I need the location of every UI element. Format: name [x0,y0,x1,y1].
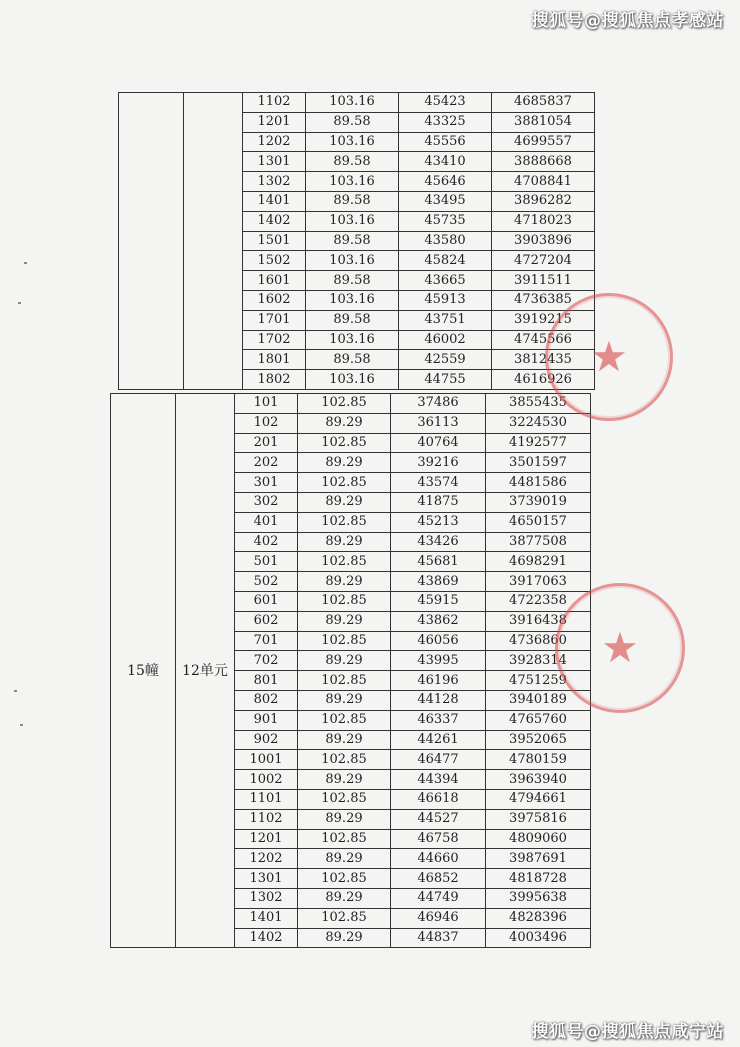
area-cell: 102.85 [298,631,391,651]
room-number-cell: 1802 [243,370,306,390]
room-number-cell: 701 [235,631,298,651]
total-price-cell: 3952065 [486,730,591,750]
area-cell: 102.85 [298,750,391,770]
unit-price-cell: 46618 [391,789,486,809]
room-number-cell: 101 [235,394,298,414]
total-price-cell: 3940189 [486,690,591,710]
unit-price-cell: 45735 [399,211,492,231]
room-number-cell: 1301 [243,152,306,172]
unit-price-cell: 45423 [399,93,492,113]
total-price-cell: 3911511 [492,271,595,291]
unit-price-cell: 45915 [391,591,486,611]
room-number-cell: 1701 [243,310,306,330]
area-cell: 103.16 [306,211,399,231]
area-cell: 89.29 [298,651,391,671]
total-price-cell: 3812435 [492,350,595,370]
area-cell: 102.85 [298,869,391,889]
area-cell: 89.29 [298,888,391,908]
unit-price-cell: 44749 [391,888,486,908]
room-number-cell: 802 [235,690,298,710]
area-cell: 89.29 [298,492,391,512]
total-price-cell: 3888668 [492,152,595,172]
area-cell: 89.29 [298,849,391,869]
watermark-top: 搜狐号@搜狐焦点孝感站 [531,11,724,31]
room-number-cell: 1202 [243,132,306,152]
unit-price-cell: 44527 [391,809,486,829]
total-price-cell: 4616926 [492,370,595,390]
room-number-cell: 1602 [243,290,306,310]
area-cell: 102.85 [298,829,391,849]
room-number-cell: 202 [235,453,298,473]
price-table-continued [118,92,595,390]
scan-speck [24,262,27,264]
total-price-cell: 4736860 [486,631,591,651]
unit-price-cell: 43862 [391,611,486,631]
total-price-cell: 4698291 [486,552,591,572]
room-number-cell: 102 [235,413,298,433]
unit-price-cell: 43665 [399,271,492,291]
area-cell: 102.85 [298,591,391,611]
total-price-cell: 4718023 [492,211,595,231]
room-number-cell: 1102 [235,809,298,829]
unit-price-cell: 43410 [399,152,492,172]
room-number-cell: 602 [235,611,298,631]
total-price-cell: 3855435 [486,394,591,414]
room-number-cell: 1101 [235,789,298,809]
unit-price-cell: 45913 [399,290,492,310]
room-number-cell: 1301 [235,869,298,889]
total-price-cell: 3975816 [486,809,591,829]
room-number-cell: 1601 [243,271,306,291]
total-price-cell: 3903896 [492,231,595,251]
area-cell: 102.85 [298,473,391,493]
room-number-cell: 1102 [243,93,306,113]
total-price-cell: 4765760 [486,710,591,730]
room-number-cell: 902 [235,730,298,750]
area-cell: 89.58 [306,152,399,172]
unit-cell-continued [184,93,243,390]
unit-price-cell: 46946 [391,908,486,928]
total-price-cell: 4192577 [486,433,591,453]
unit-price-cell: 43574 [391,473,486,493]
room-number-cell: 1201 [243,112,306,132]
unit-price-cell: 39216 [391,453,486,473]
area-cell: 89.58 [306,350,399,370]
scan-speck [18,302,21,304]
price-table-unit-12 [110,393,591,948]
unit-price-cell: 42559 [399,350,492,370]
room-number-cell: 1501 [243,231,306,251]
unit-cell: 12单元 [176,394,235,948]
area-cell: 103.16 [306,172,399,192]
unit-price-cell: 45213 [391,512,486,532]
total-price-cell: 4708841 [492,172,595,192]
area-cell: 89.58 [306,112,399,132]
area-cell: 89.29 [298,730,391,750]
total-price-cell: 3877508 [486,532,591,552]
total-price-cell: 3928314 [486,651,591,671]
room-number-cell: 1401 [243,191,306,211]
room-number-cell: 301 [235,473,298,493]
area-cell: 103.16 [306,251,399,271]
area-cell: 102.85 [298,710,391,730]
area-cell: 89.29 [298,453,391,473]
room-number-cell: 1002 [235,770,298,790]
room-number-cell: 401 [235,512,298,532]
total-price-cell: 4780159 [486,750,591,770]
unit-price-cell: 37486 [391,394,486,414]
seal-star-icon: ★ [601,623,639,672]
total-price-cell: 4685837 [492,93,595,113]
area-cell: 89.29 [298,572,391,592]
area-cell: 89.58 [306,191,399,211]
room-number-cell: 1801 [243,350,306,370]
area-cell: 89.29 [298,809,391,829]
area-cell: 89.29 [298,532,391,552]
unit-price-cell: 40764 [391,433,486,453]
unit-price-cell: 45646 [399,172,492,192]
scan-speck [14,690,17,692]
unit-price-cell: 41875 [391,492,486,512]
room-number-cell: 302 [235,492,298,512]
unit-price-cell: 44261 [391,730,486,750]
unit-price-cell: 45681 [391,552,486,572]
area-cell: 102.85 [298,908,391,928]
area-cell: 103.16 [306,290,399,310]
area-cell: 102.85 [298,671,391,691]
total-price-cell: 4699557 [492,132,595,152]
total-price-cell: 3963940 [486,770,591,790]
unit-price-cell: 44128 [391,690,486,710]
area-cell: 89.29 [298,690,391,710]
room-number-cell: 901 [235,710,298,730]
area-cell: 102.85 [298,394,391,414]
room-number-cell: 1402 [243,211,306,231]
room-number-cell: 1702 [243,330,306,350]
area-cell: 103.16 [306,93,399,113]
total-price-cell: 3224530 [486,413,591,433]
total-price-cell: 4736385 [492,290,595,310]
room-number-cell: 1302 [235,888,298,908]
total-price-cell: 3896282 [492,191,595,211]
table-row [111,394,591,414]
total-price-cell: 4794661 [486,789,591,809]
unit-price-cell: 43580 [399,231,492,251]
total-price-cell: 3919215 [492,310,595,330]
unit-price-cell: 36113 [391,413,486,433]
total-price-cell: 4809060 [486,829,591,849]
total-price-cell: 4722358 [486,591,591,611]
total-price-cell: 4745566 [492,330,595,350]
unit-price-cell: 43751 [399,310,492,330]
unit-price-cell: 46196 [391,671,486,691]
total-price-cell: 4003496 [486,928,591,948]
area-cell: 103.16 [306,370,399,390]
room-number-cell: 702 [235,651,298,671]
room-number-cell: 502 [235,572,298,592]
total-price-cell: 3987691 [486,849,591,869]
area-cell: 102.85 [298,789,391,809]
area-cell: 103.16 [306,330,399,350]
unit-price-cell: 44837 [391,928,486,948]
room-number-cell: 801 [235,671,298,691]
total-price-cell: 4828396 [486,908,591,928]
room-number-cell: 201 [235,433,298,453]
building-cell-continued [119,93,184,390]
unit-price-cell: 43495 [399,191,492,211]
room-number-cell: 1502 [243,251,306,271]
building-cell: 15幢 [111,394,176,948]
room-number-cell: 1401 [235,908,298,928]
room-number-cell: 1001 [235,750,298,770]
unit-price-cell: 46337 [391,710,486,730]
unit-price-cell: 46477 [391,750,486,770]
total-price-cell: 4818728 [486,869,591,889]
seal-star-icon: ★ [590,332,628,381]
total-price-cell: 4727204 [492,251,595,271]
total-price-cell: 3739019 [486,492,591,512]
unit-price-cell: 46758 [391,829,486,849]
room-number-cell: 1202 [235,849,298,869]
room-number-cell: 1402 [235,928,298,948]
total-price-cell: 3995638 [486,888,591,908]
total-price-cell: 4650157 [486,512,591,532]
area-cell: 89.29 [298,611,391,631]
area-cell: 89.29 [298,413,391,433]
unit-price-cell: 44394 [391,770,486,790]
unit-price-cell: 46852 [391,869,486,889]
total-price-cell: 3916438 [486,611,591,631]
unit-price-cell: 45556 [399,132,492,152]
unit-price-cell: 43995 [391,651,486,671]
area-cell: 89.29 [298,770,391,790]
unit-price-cell: 46056 [391,631,486,651]
room-number-cell: 501 [235,552,298,572]
area-cell: 102.85 [298,552,391,572]
total-price-cell: 4481586 [486,473,591,493]
table-row [119,93,595,113]
unit-price-cell: 43325 [399,112,492,132]
area-cell: 102.85 [298,433,391,453]
watermark-bottom: 搜狐号@搜狐焦点咸宁站 [531,1022,724,1042]
room-number-cell: 601 [235,591,298,611]
total-price-cell: 4751259 [486,671,591,691]
area-cell: 89.58 [306,231,399,251]
area-cell: 89.29 [298,928,391,948]
area-cell: 103.16 [306,132,399,152]
room-number-cell: 402 [235,532,298,552]
unit-price-cell: 45824 [399,251,492,271]
unit-price-cell: 44755 [399,370,492,390]
unit-price-cell: 43426 [391,532,486,552]
total-price-cell: 3881054 [492,112,595,132]
area-cell: 89.58 [306,310,399,330]
total-price-cell: 3917063 [486,572,591,592]
unit-price-cell: 44660 [391,849,486,869]
unit-price-cell: 43869 [391,572,486,592]
area-cell: 102.85 [298,512,391,532]
scan-speck [20,724,23,726]
room-number-cell: 1201 [235,829,298,849]
unit-price-cell: 46002 [399,330,492,350]
total-price-cell: 3501597 [486,453,591,473]
area-cell: 89.58 [306,271,399,291]
room-number-cell: 1302 [243,172,306,192]
